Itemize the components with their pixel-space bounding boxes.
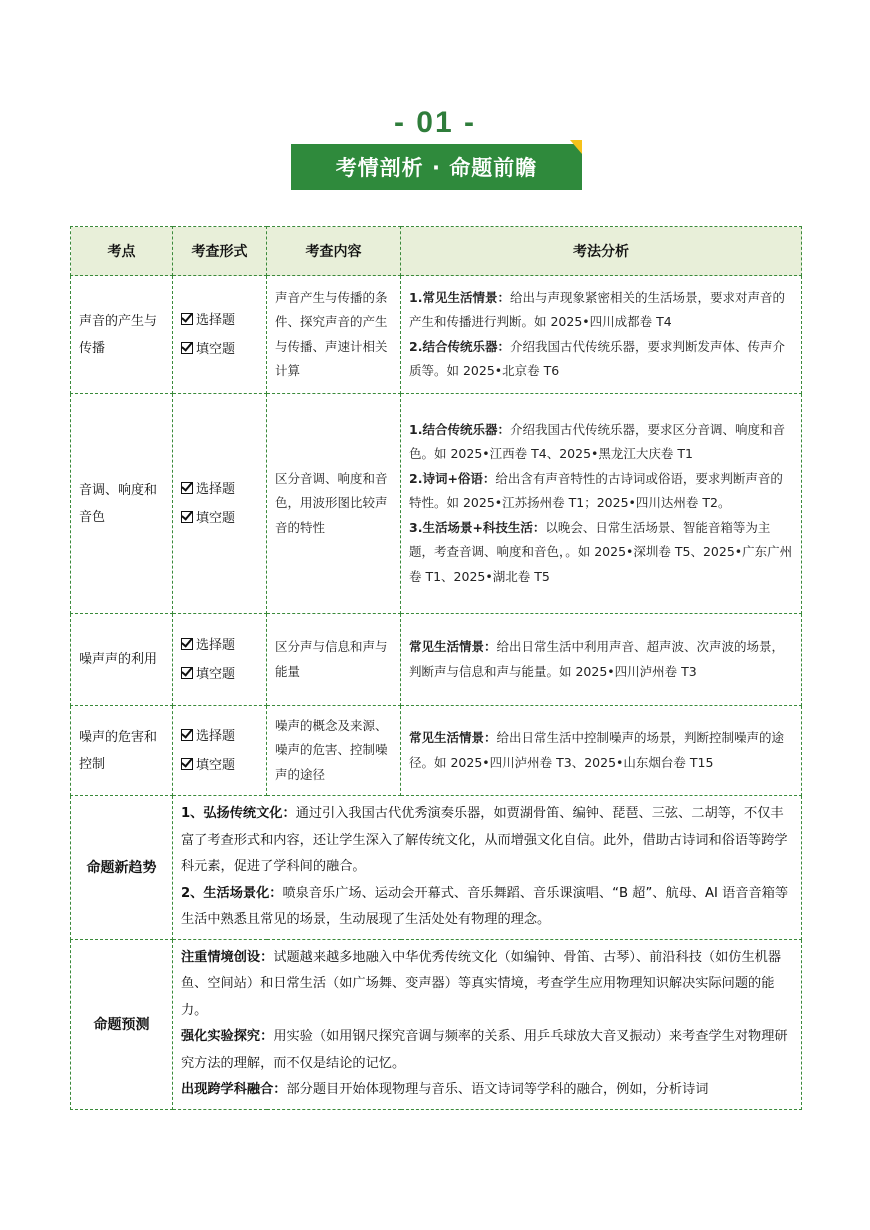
row-point: 噪声的危害和控制 [71, 706, 173, 796]
trend-content [173, 796, 802, 940]
analysis-text: 给出日常生活中利用声音、超声波、次声波的场景，判断声与信息和声与能量。如 2025•四川泸州卷 T3 [409, 639, 785, 679]
row-content: 噪声的概念及来源、噪声的危害、控制噪声的途径 [267, 706, 401, 796]
form-label: 填空题 [196, 510, 236, 526]
analysis-label: 1.常见生活情景： [409, 289, 510, 305]
predict-item-label: 出现跨学科融合： [181, 1082, 287, 1097]
analysis-label: 常见生活情景： [409, 639, 497, 654]
predict-row [71, 939, 802, 1109]
checkbox-checked-icon [181, 482, 193, 494]
row-content: 声音产生与传播的条件、探究声音的产生与传播、声速计相关计算 [267, 276, 401, 394]
predict-item-text: 部分题目开始体现物理与音乐、语文诗词等学科的融合，例如，分析诗词 [286, 1082, 709, 1097]
checkbox-checked-icon [181, 511, 193, 523]
analysis-text: 给出含有声音特性的古诗词或俗语，要求判断声音的特性。如 2025•江苏扬州卷 T1；2025•四川达州卷 T2。 [409, 470, 783, 511]
analysis-label: 1.结合传统乐器： [409, 421, 510, 437]
checkbox-checked-icon [181, 667, 193, 679]
predict-item-label: 注重情境创设： [181, 949, 274, 965]
predict-content [173, 939, 802, 1109]
analysis-text: 以晚会、日常生活场景、智能音箱等为主题，考查音调、响度和音色，。如 2025•深圳卷 T5、2025•广东广州卷 T1、2025•湖北卷 T5 [409, 519, 793, 584]
checkbox-checked-icon [181, 729, 193, 741]
predict-item-text: 用实验（如用钢尺探究音调与频率的关系、用乒乓球放大音叉振动）来考查学生对物理研究方法的理解，而不仅是结论的记忆。 [181, 1029, 788, 1071]
trend-row [71, 796, 802, 940]
analysis-label: 2.诗词+俗语： [409, 470, 496, 486]
form-label: 填空题 [196, 341, 236, 357]
form-label: 选择题 [196, 481, 236, 497]
row-forms [173, 394, 267, 614]
header-point: 考点 [71, 227, 173, 276]
row-point: 噪声声的利用 [71, 614, 173, 706]
trend-item-text: 通过引入我国古代优秀演奏乐器，如贾湖骨笛、编钟、琵琶、三弦、二胡等，不仅丰富了考查形式和内容，还让学生深入了解传统文化，从而增强文化自信。此外，借助古诗词和俗语等跨学科元素，促进了学科间的融合。 [181, 806, 788, 874]
checkbox-checked-icon [181, 638, 193, 650]
table-row [71, 706, 802, 796]
row-analysis [401, 394, 802, 614]
predict-label: 命题预测 [71, 939, 173, 1109]
analysis-label: 3.生活场景+科技生活： [409, 519, 546, 535]
trend-item-label: 1、弘扬传统文化： [181, 806, 296, 821]
trend-item-label: 2、生活场景化： [181, 885, 283, 901]
row-forms [173, 276, 267, 394]
analysis-text: 介绍我国古代传统乐器，要求判断发声体、传声介质等。如 2025•北京卷 T6 [409, 338, 785, 378]
form-label: 填空题 [196, 666, 236, 682]
header-form: 考查形式 [173, 227, 267, 276]
trend-label: 命题新趋势 [71, 796, 173, 940]
row-forms [173, 614, 267, 706]
exam-analysis-table [70, 226, 802, 1110]
row-point: 声音的产生与传播 [71, 276, 173, 394]
checkbox-checked-icon [181, 313, 193, 325]
table-row [71, 394, 802, 614]
row-analysis [401, 276, 802, 394]
row-content: 区分音调、响度和音色，用波形图比较声音的特性 [267, 394, 401, 614]
header-analysis: 考法分析 [401, 227, 802, 276]
row-analysis [401, 706, 802, 796]
banner-corner-decoration [570, 140, 582, 154]
analysis-label: 常见生活情景： [409, 730, 497, 745]
form-label: 选择题 [196, 312, 236, 328]
section-number: - 01 - [393, 106, 477, 139]
row-point: 音调、响度和音色 [71, 394, 173, 614]
table-row [71, 276, 802, 394]
section-title-banner: 考情剖析 · 命题前瞻 [291, 144, 582, 190]
checkbox-checked-icon [181, 342, 193, 354]
analysis-text: 介绍我国古代传统乐器，要求区分音调、响度和音色。如 2025•江西卷 T4、2025•黑龙江大庆卷 T1 [409, 421, 785, 462]
predict-item-label: 强化实验探究： [181, 1029, 274, 1044]
table-header-row [71, 227, 802, 276]
trend-item-text: 喷泉音乐广场、运动会开幕式、音乐舞蹈、音乐课演唱、“B 超”、航母、AI 语音音箱等生活中熟悉且常见的场景，生动展现了生活处处有物理的理念。 [181, 885, 789, 927]
checkbox-checked-icon [181, 758, 193, 770]
analysis-label: 2.结合传统乐器： [409, 338, 510, 354]
analysis-text: 给出日常生活中控制噪声的场景，判断控制噪声的途径。如 2025•四川泸州卷 T3、2025•山东烟台卷 T15 [409, 730, 785, 770]
row-forms [173, 706, 267, 796]
row-content: 区分声与信息和声与能量 [267, 614, 401, 706]
table-row [71, 614, 802, 706]
row-analysis [401, 614, 802, 706]
header-content: 考查内容 [267, 227, 401, 276]
form-label: 填空题 [196, 757, 236, 773]
predict-item-text: 试题越来越多地融入中华优秀传统文化（如编钟、骨笛、古琴）、前沿科技（如仿生机器鱼、空间站）和日常生活（如广场舞、变声器）等真实情境，考查学生应用物理知识解决实际问题的能力。 [181, 949, 782, 1018]
form-label: 选择题 [196, 728, 236, 744]
analysis-text: 给出与声现象紧密相关的生活场景，要求对声音的产生和传播进行判断。如 2025•四川成都卷 T4 [409, 289, 785, 329]
form-label: 选择题 [196, 637, 236, 653]
